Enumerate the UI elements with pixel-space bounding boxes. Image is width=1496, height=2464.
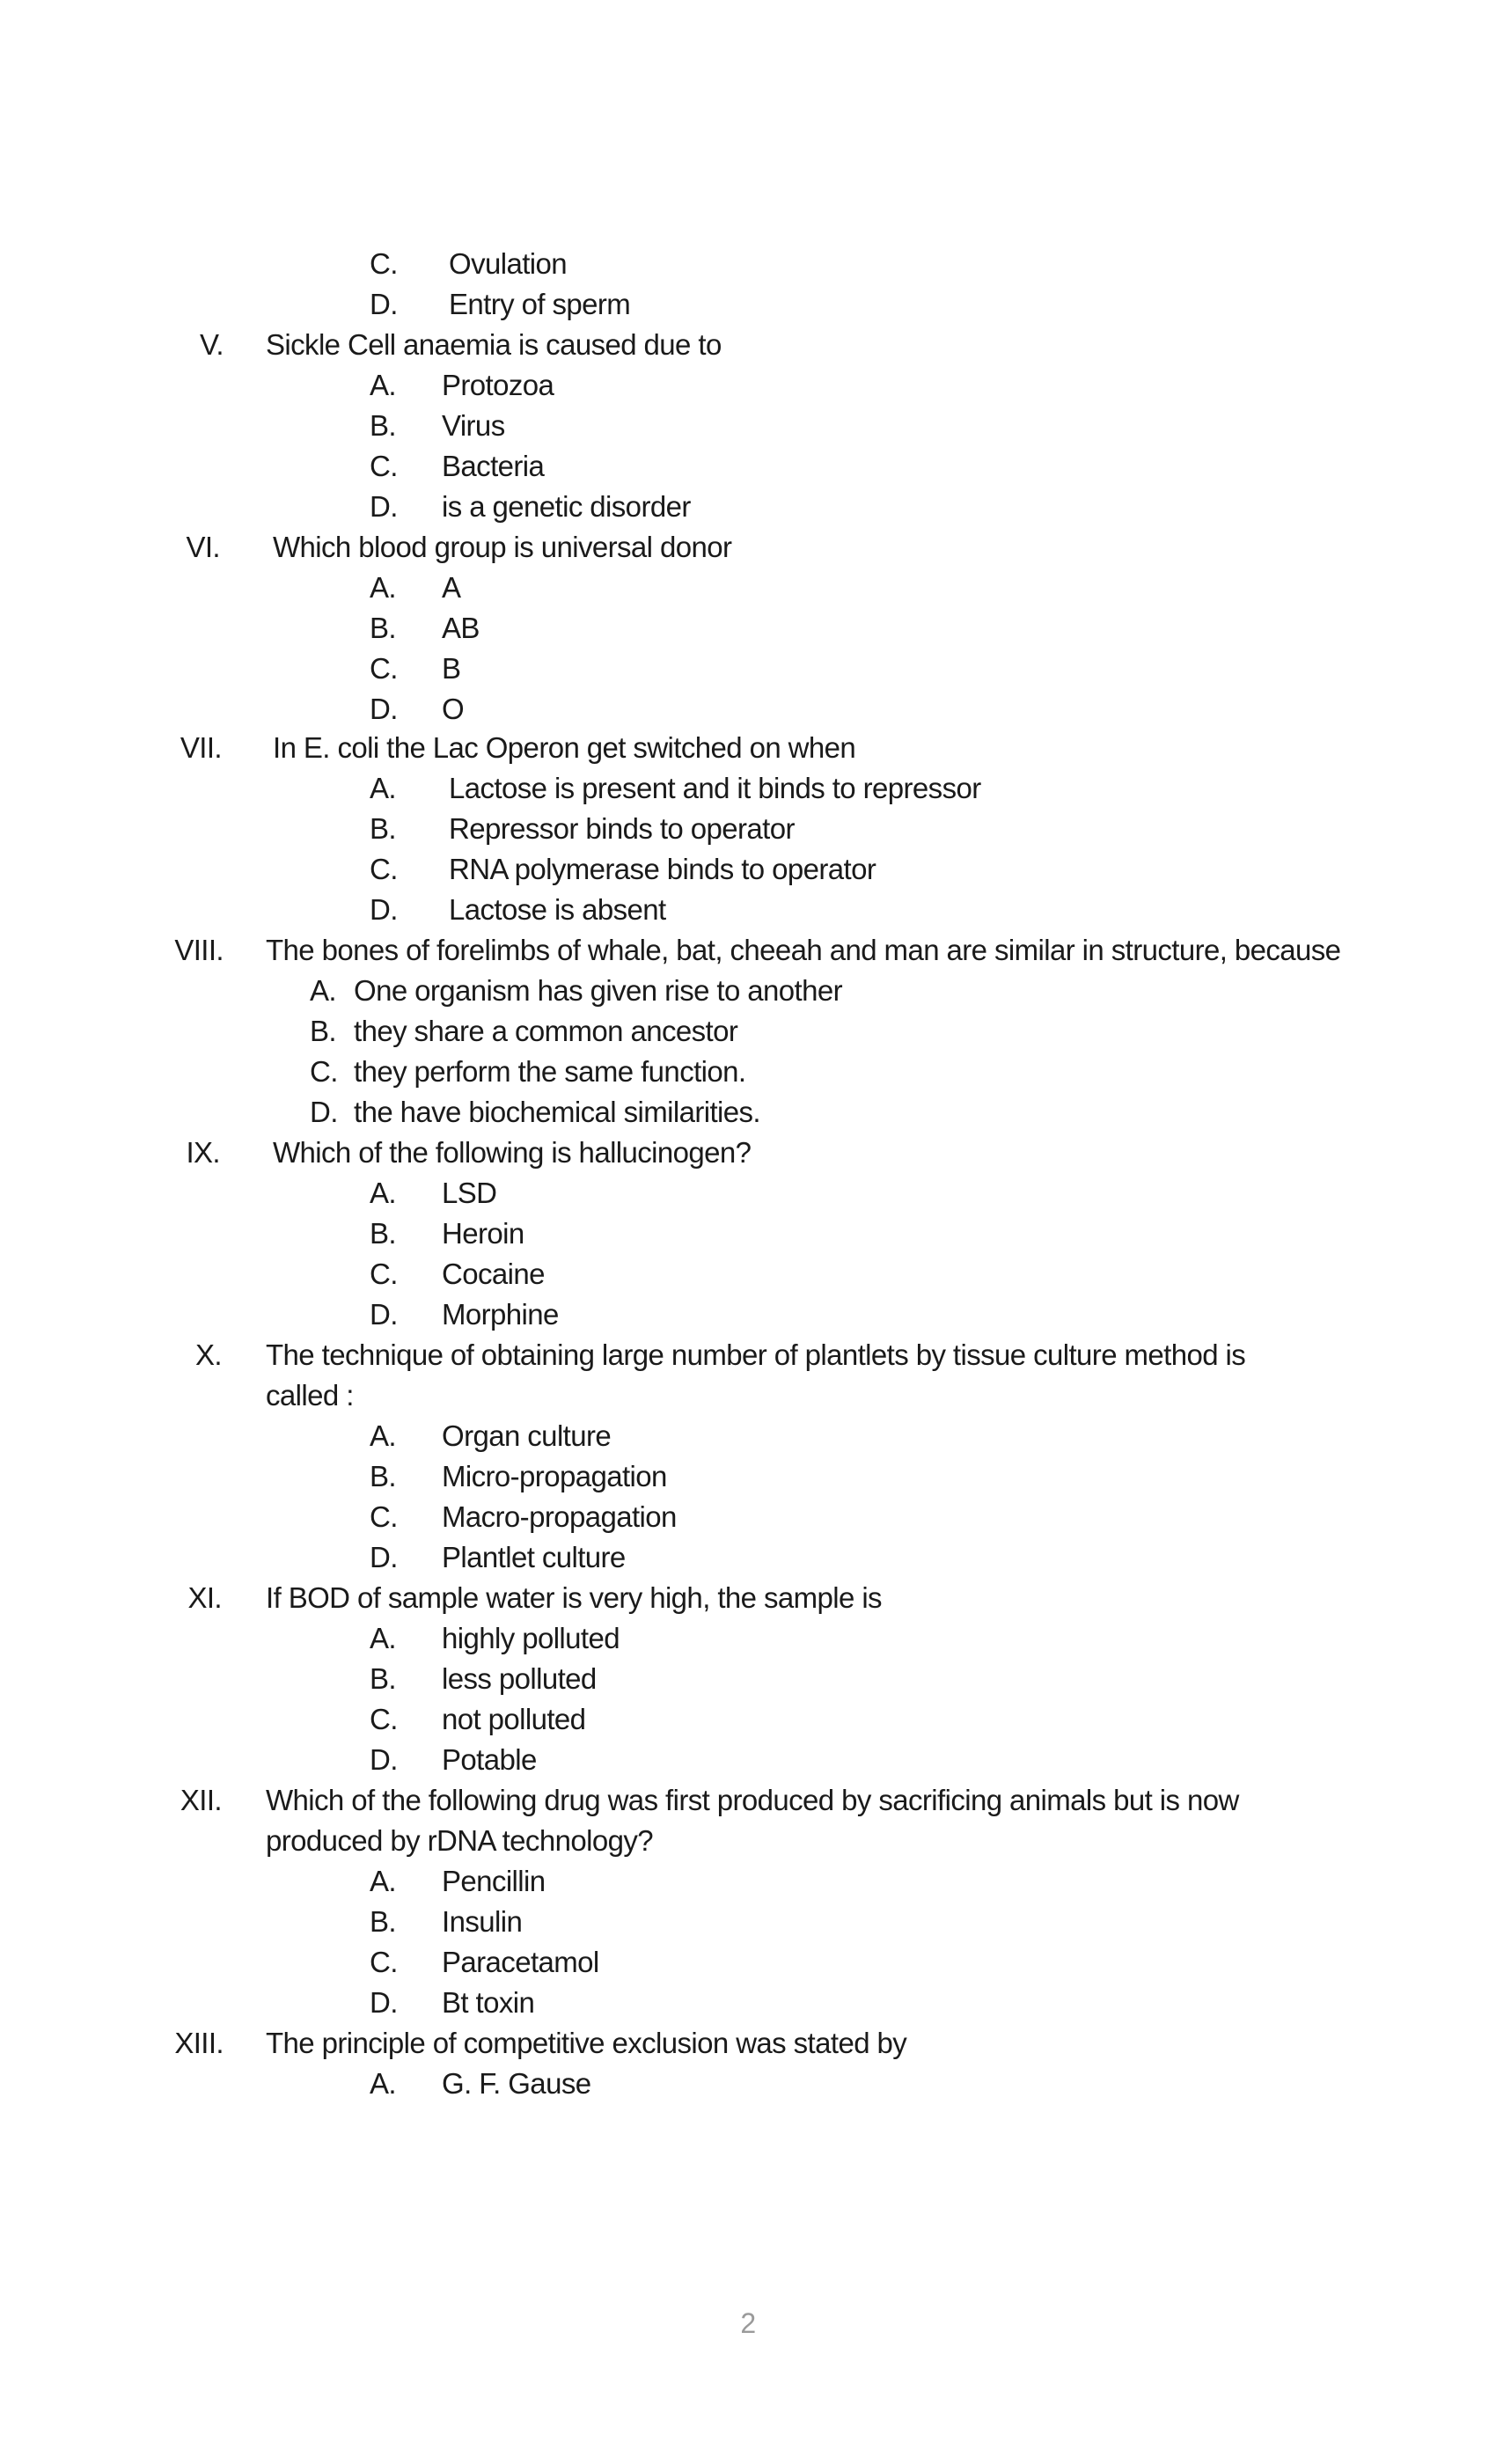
- option-letter: B.: [370, 1217, 396, 1250]
- option-letter: B.: [370, 1905, 396, 1938]
- option-text: Ovulation: [449, 247, 568, 280]
- option-text: Heroin: [442, 1217, 524, 1250]
- option-text: less polluted: [442, 1662, 597, 1695]
- question-number: X.: [195, 1338, 222, 1371]
- option-text: One organism has given rise to another: [354, 974, 843, 1007]
- question-number: XII.: [180, 1784, 222, 1816]
- option-text: Micro-propagation: [442, 1460, 667, 1492]
- option-text: O: [442, 693, 465, 725]
- option-text: A: [442, 571, 461, 604]
- question-number: V.: [200, 328, 224, 361]
- option-text: Bacteria: [442, 450, 545, 482]
- question-number: VIII.: [174, 934, 224, 966]
- question-number: XIII.: [174, 2027, 224, 2059]
- option-letter: C.: [370, 1703, 398, 1735]
- option-letter: C.: [370, 1258, 398, 1290]
- question-number: XI.: [187, 1581, 222, 1614]
- option-text: Virus: [442, 409, 505, 442]
- option-letter: A.: [370, 1865, 396, 1897]
- question-text: Sickle Cell anaemia is caused due to: [266, 328, 722, 361]
- question-text: Which of the following drug was first produced by sacrificing animals but is now: [266, 1784, 1239, 1816]
- question-text: The principle of competitive exclusion was stated by: [266, 2027, 907, 2059]
- option-letter: B.: [310, 1015, 336, 1047]
- option-letter: A.: [370, 571, 396, 604]
- option-letter: D.: [310, 1096, 338, 1128]
- option-letter: A.: [370, 1177, 396, 1209]
- option-letter: C.: [370, 652, 398, 685]
- option-letter: D.: [370, 1986, 398, 2019]
- question-text-continued: produced by rDNA technology?: [266, 1824, 653, 1857]
- option-text: not polluted: [442, 1703, 586, 1735]
- option-text: they perform the same function.: [354, 1055, 746, 1088]
- option-letter: D.: [370, 490, 398, 523]
- option-letter: B.: [370, 1662, 396, 1695]
- option-letter: D.: [370, 893, 398, 926]
- option-letter: A.: [310, 974, 336, 1007]
- option-letter: C.: [370, 853, 398, 885]
- question-text: The technique of obtaining large number of plantlets by tissue culture method is: [266, 1338, 1246, 1371]
- option-text: Lactose is absent: [449, 893, 666, 926]
- option-letter: B.: [370, 1460, 396, 1492]
- question-text-continued: called :: [266, 1379, 354, 1412]
- option-text: AB: [442, 612, 480, 644]
- option-letter: B.: [370, 409, 396, 442]
- option-text: is a genetic disorder: [442, 490, 691, 523]
- question-number: VII.: [180, 731, 222, 764]
- option-text: Macro-propagation: [442, 1500, 677, 1533]
- option-letter: B.: [370, 612, 396, 644]
- option-text: the have biochemical similarities.: [354, 1096, 760, 1128]
- option-text: G. F. Gause: [442, 2067, 591, 2100]
- option-text: Paracetamol: [442, 1946, 599, 1978]
- option-text: Potable: [442, 1743, 537, 1776]
- option-text: Bt toxin: [442, 1986, 535, 2019]
- option-text: highly polluted: [442, 1622, 620, 1654]
- option-text: they share a common ancestor: [354, 1015, 738, 1047]
- question-number: VI.: [186, 531, 220, 563]
- option-letter: D.: [370, 693, 398, 725]
- option-text: Entry of sperm: [449, 288, 631, 320]
- option-letter: A.: [370, 369, 396, 401]
- option-letter: A.: [370, 2067, 396, 2100]
- option-text: RNA polymerase binds to operator: [449, 853, 876, 885]
- option-letter: D.: [370, 1298, 398, 1331]
- option-text: Pencillin: [442, 1865, 546, 1897]
- page-number: 2: [740, 2307, 756, 2339]
- question-text: The bones of forelimbs of whale, bat, cheeah and man are similar in structure, because: [266, 934, 1341, 966]
- option-letter: D.: [370, 1541, 398, 1573]
- option-letter: C.: [370, 1946, 398, 1978]
- option-text: Organ culture: [442, 1419, 612, 1452]
- option-letter: C.: [370, 450, 398, 482]
- question-text: If BOD of sample water is very high, the sample is: [266, 1581, 882, 1614]
- option-letter: B.: [370, 812, 396, 845]
- question-text: Which blood group is universal donor: [273, 531, 732, 563]
- question-text: In E. coli the Lac Operon get switched on when: [273, 731, 856, 764]
- option-text: Insulin: [442, 1905, 523, 1938]
- option-letter: C.: [370, 247, 398, 280]
- option-letter: A.: [370, 772, 396, 804]
- question-number: IX.: [186, 1136, 220, 1169]
- option-letter: A.: [370, 1622, 396, 1654]
- option-text: Cocaine: [442, 1258, 545, 1290]
- option-text: Morphine: [442, 1298, 559, 1331]
- question-text: Which of the following is hallucinogen?: [273, 1136, 752, 1169]
- option-text: Plantlet culture: [442, 1541, 626, 1573]
- option-letter: C.: [370, 1500, 398, 1533]
- option-letter: A.: [370, 1419, 396, 1452]
- option-text: Lactose is present and it binds to repressor: [449, 772, 981, 804]
- option-text: Protozoa: [442, 369, 554, 401]
- option-letter: C.: [310, 1055, 338, 1088]
- option-text: B: [442, 652, 461, 685]
- option-letter: D.: [370, 1743, 398, 1776]
- option-text: LSD: [442, 1177, 497, 1209]
- option-text: Repressor binds to operator: [449, 812, 795, 845]
- option-letter: D.: [370, 288, 398, 320]
